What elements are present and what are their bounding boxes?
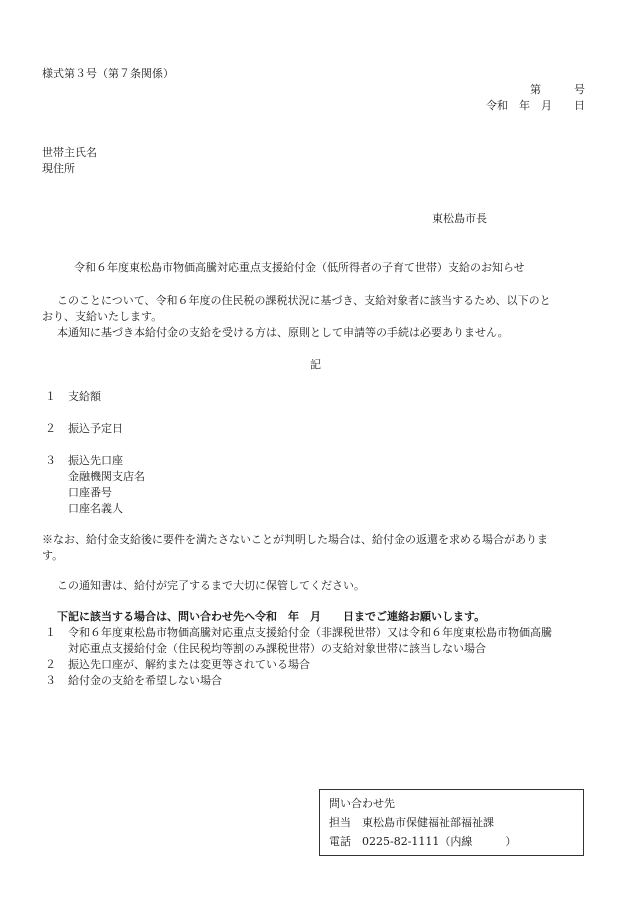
body-paragraph-1-line-2: おり、支給いたします。 — [42, 310, 163, 323]
item-1-number: １ — [45, 390, 56, 403]
refund-note-line-2: す。 — [42, 549, 64, 562]
address-label: 現住所 — [42, 162, 75, 175]
condition-2-text: 振込先口座が、解約または変更等されている場合 — [68, 658, 310, 671]
item-2-label: 振込予定日 — [68, 422, 123, 435]
condition-1-line-2: 対応重点支援給付金（住民税均等割のみ課税世帯）の支給対象世帯に該当しない場合 — [68, 642, 486, 655]
body-paragraph-1-line-1: このことについて、令和６年度の住民税の課税状況に基づき、支給対象者に該当するため、以下のと — [57, 294, 551, 307]
bank-branch-label: 金融機関支店名 — [68, 470, 145, 483]
document-title: 令和６年度東松島市物価高騰対応重点支援給付金（低所得者の子育て世帯）支給のお知らせ — [74, 261, 525, 274]
ki-heading: 記 — [310, 358, 321, 371]
form-label: 様式第３号（第７条関係） — [42, 67, 174, 80]
item-1-label: 支給額 — [68, 390, 101, 403]
document-number: 第 号 — [530, 83, 585, 96]
item-2-number: ２ — [45, 422, 56, 435]
account-holder-label: 口座名義人 — [68, 502, 123, 515]
household-head-label: 世帯主氏名 — [42, 146, 97, 159]
contact-title: 問い合わせ先 — [329, 797, 395, 810]
account-number-label: 口座番号 — [68, 486, 112, 499]
condition-1-line-1: 令和６年度東松島市物価高騰対応重点支援給付金（非課税世帯）又は令和６年度東松島市物価高騰 — [68, 626, 552, 639]
condition-2-number: ２ — [45, 658, 56, 671]
keep-notice: この通知書は、給付が完了するまで大切に保管してください。 — [57, 579, 365, 592]
contact-box — [319, 789, 584, 856]
refund-note-line-1: ※なお、給付金支給後に要件を満たさないことが判明した場合は、給付金の返還を求める場合がありま — [42, 533, 548, 546]
item-3-label: 振込先口座 — [68, 454, 123, 467]
contact-notice-heading: 下記に該当する場合は、問い合わせ先へ令和 年 月 日までご連絡お願いします。 — [57, 610, 486, 623]
condition-3-text: 給付金の支給を希望しない場合 — [68, 674, 222, 687]
sender-name: 東松島市長 — [432, 212, 487, 225]
contact-phone: 電話 0225-82-1111（内線 ） — [329, 835, 517, 848]
condition-3-number: ３ — [45, 674, 56, 687]
contact-department: 担当 東松島市保健福祉部福祉課 — [329, 816, 494, 829]
body-paragraph-2: 本通知に基づき本給付金の支給を受ける方は、原則として申請等の手続は必要ありません。 — [57, 326, 509, 339]
condition-1-number: １ — [45, 626, 56, 639]
issue-date: 令和 年 月 日 — [486, 99, 585, 112]
item-3-number: ３ — [45, 454, 56, 467]
